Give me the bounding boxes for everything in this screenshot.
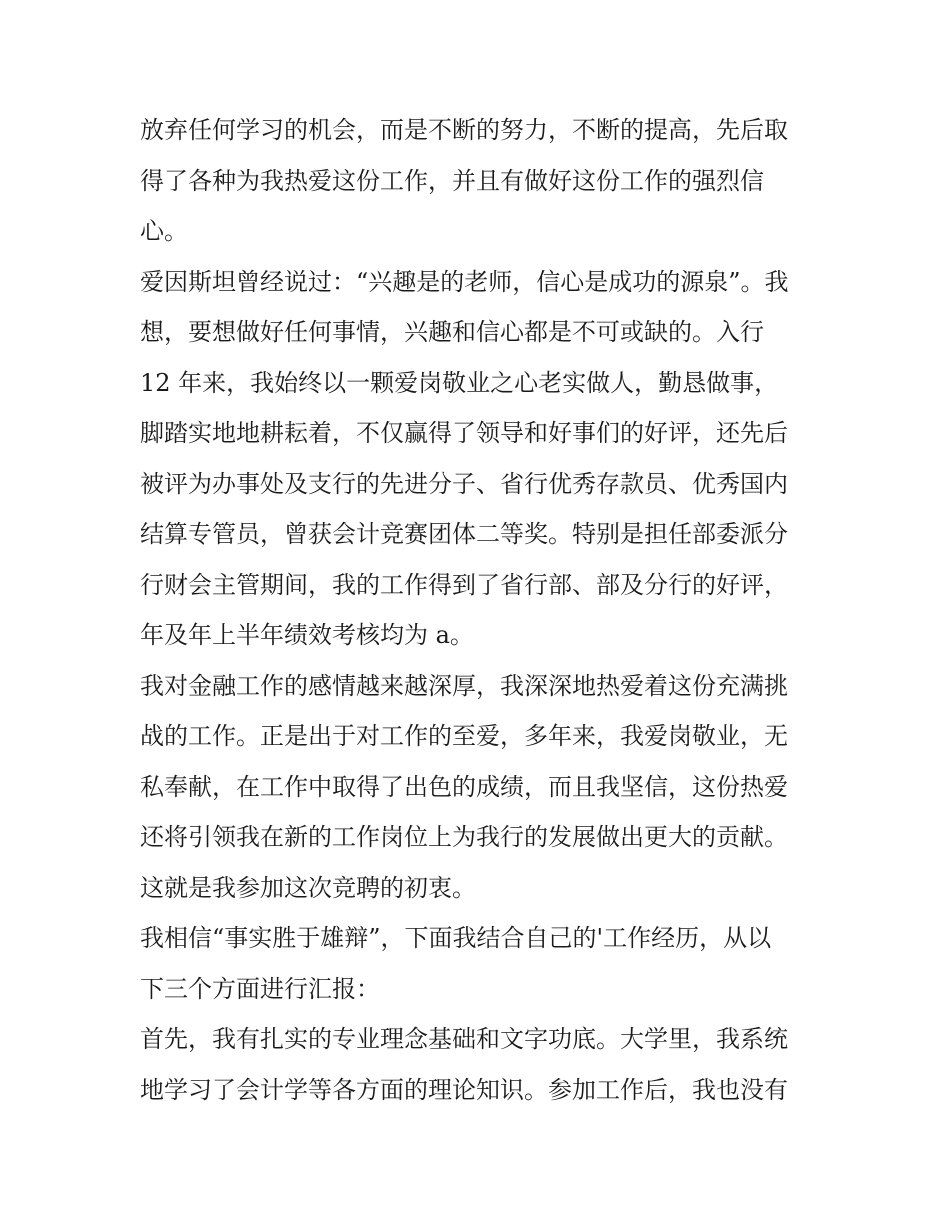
text-line: 得了各种为我热爱这份工作，并且有做好这份工作的强烈信 — [140, 167, 764, 195]
text-line: 年及年上半年绩效考核均为 a。 — [140, 621, 474, 649]
text-line: 放弃任何学习的机会，而是不断的努力，不断的提高，先后取 — [140, 116, 788, 144]
text-line: 战的工作。正是出于对工作的至爱，多年来，我爱岗敬业，无 — [140, 722, 788, 750]
text-line: 还将引领我在新的工作岗位上为我行的发展做出更大的贡献。 — [140, 823, 788, 851]
text-line: 爱因斯坦曾经说过：“兴趣是的老师，信心是成功的源泉”。我 — [140, 268, 789, 296]
text-line: 结算专管员，曾获会计竞赛团体二等奖。特别是担任部委派分 — [140, 520, 788, 548]
text-line: 脚踏实地地耕耘着，不仅赢得了领导和好事们的好评，还先后 — [140, 419, 788, 447]
text-line: 12 年来，我始终以一颗爱岗敬业之心老实做人，勤恳做事， — [140, 369, 779, 397]
text-line: 被评为办事处及支行的先进分子、省行优秀存款员、优秀国内 — [140, 470, 788, 498]
text-line: 下三个方面进行汇报： — [140, 975, 380, 1003]
text-line: 地学习了会计学等各方面的理论知识。参加工作后，我也没有 — [140, 1076, 788, 1104]
text-line: 心。 — [140, 217, 188, 245]
text-line: 想，要想做好任何事情，兴趣和信心都是不可或缺的。入行 — [140, 318, 764, 346]
text-line: 我相信“事实胜于雄辩”，下面我结合自己的'工作经历，从以 — [140, 924, 772, 952]
text-line: 首先，我有扎实的专业理念基础和文字功底。大学里，我系统 — [140, 1025, 788, 1053]
text-line: 行财会主管期间，我的工作得到了省行部、部及分行的好评， — [140, 571, 788, 599]
text-line: 我对金融工作的感情越来越深厚，我深深地热爱着这份充满挑 — [140, 672, 788, 700]
text-line: 这就是我参加这次竞聘的初衷。 — [140, 874, 476, 902]
text-line: 私奉献，在工作中取得了出色的成绩，而且我坚信，这份热爱 — [140, 773, 788, 801]
